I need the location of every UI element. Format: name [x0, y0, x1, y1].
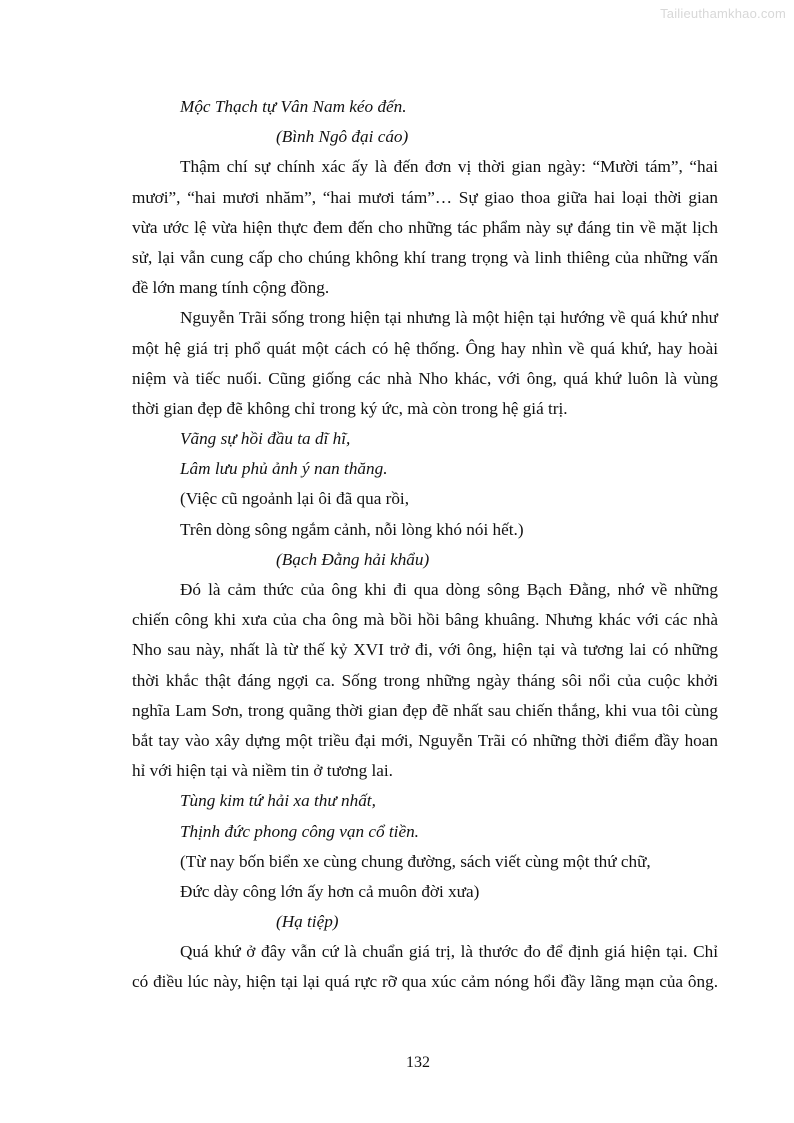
text-line: một hệ giá trị phổ quát một cách có hệ thống. Ông hay nhìn về quá khứ, hay hoài: [132, 338, 718, 358]
text-line: thời khắc thật đáng ngợi ca. Sống trong những ngày tháng sôi nổi của cuộc khởi: [132, 670, 718, 690]
text-line: Thịnh đức phong công vạn cổ tiền.: [180, 821, 419, 841]
text-line: Nho sau này, nhất là từ thế kỷ XVI trở đi, với ông, hiện tại và tương lai có những: [132, 640, 718, 660]
text-line: Nguyễn Trãi sống trong hiện tại nhưng là một hiện tại hướng về quá khứ như: [180, 308, 718, 328]
text-line: Mộc Thạch tự Vân Nam kéo đến.: [180, 97, 407, 116]
text-line: (Từ nay bốn biển xe cùng chung đường, sách viết cùng một thứ chữ,: [180, 851, 651, 871]
text-line: (Bình Ngô đại cáo): [276, 127, 409, 147]
text-line: Đó là cảm thức của ông khi đi qua dòng sông Bạch Đằng, nhớ về những: [180, 580, 718, 599]
text-line: hỉ với hiện tại và niềm tin ở tương lai.: [132, 761, 393, 781]
text-line: vừa ước lệ vừa hiện thực đem đến cho những tác phẩm này sự đáng tin về mặt lịch: [132, 217, 718, 237]
document-body: [132, 92, 718, 998]
text-line: niệm và tiếc nuối. Cũng giống các nhà Nho khác, với ông, quá khứ luôn là vùng: [132, 368, 718, 388]
text-line: Lâm lưu phủ ảnh ý nan thăng.: [180, 459, 388, 479]
text-line: (Bạch Đằng hải khẩu): [276, 549, 430, 569]
text-line: Trên dòng sông ngắm cảnh, nỗi lòng khó nói hết.): [180, 519, 524, 539]
text-line: chiến công khi xưa của cha ông mà bồi hồi bâng khuâng. Nhưng khác với các nhà: [132, 610, 718, 630]
text-line: đề lớn mang tính cộng đồng.: [132, 278, 330, 298]
text-line: (Hạ tiệp): [276, 912, 339, 932]
text-line: Vãng sự hồi đầu ta dĩ hĩ,: [180, 429, 351, 449]
text-line: thời gian đẹp đẽ không chỉ trong ký ức, mà còn trong hệ giá trị.: [132, 398, 568, 418]
watermark: Tailieuthamkhao.com: [660, 6, 786, 21]
text-line: Tùng kim tứ hải xa thư nhất,: [180, 791, 376, 811]
page-number: 132: [406, 1054, 430, 1071]
text-line: bắt tay vào xây dựng một triều đại mới, Nguyễn Trãi có những thời điểm đầy hoan: [132, 730, 718, 750]
text-line: (Việc cũ ngoảnh lại ôi đã qua rồi,: [180, 489, 410, 509]
text-line: sử, lại vẫn cung cấp cho chúng không khí trang trọng và linh thiêng của những vấn: [132, 247, 718, 267]
text-line: Quá khứ ở đây vẫn cứ là chuẩn giá trị, là thước đo để định giá hiện tại. Chỉ: [180, 942, 718, 962]
text-line: có điều lúc này, hiện tại lại quá rực rỡ qua xúc cảm nóng hổi đầy lãng mạn của ông.: [132, 972, 718, 992]
text-line: Đức dày công lớn ấy hơn cả muôn đời xưa): [180, 881, 480, 901]
text-line: Thậm chí sự chính xác ấy là đến đơn vị thời gian ngày: “Mười tám”, “hai: [180, 157, 718, 177]
text-line: nghĩa Lam Sơn, trong quãng thời gian đẹp đẽ nhất sau chiến thắng, khi vua tôi cùng: [132, 700, 718, 720]
text-line: mươi”, “hai mươi nhăm”, “hai mươi tám”… Sự giao thoa giữa hai loại thời gian: [132, 187, 718, 207]
